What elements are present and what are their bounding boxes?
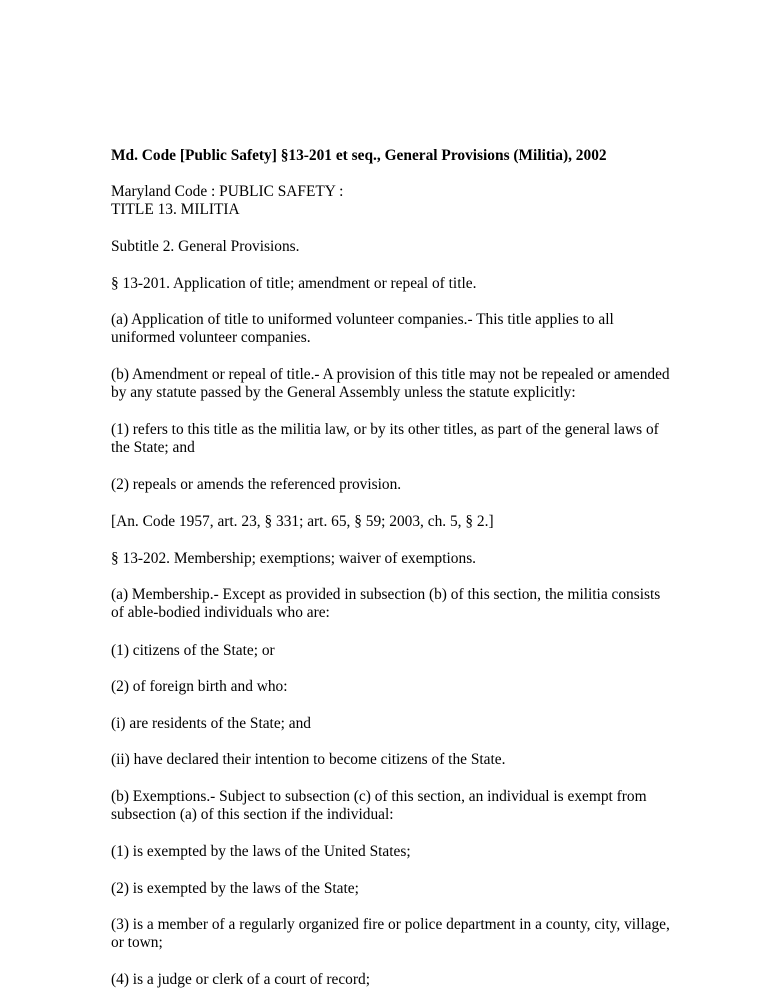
paragraph: (a) Membership.- Except as provided in subsection (b) of this section, the militia consists of able-bodied individuals who are: <box>111 586 661 621</box>
header-line-title: TITLE 13. MILITIA <box>111 201 240 218</box>
paragraph: (b) Amendment or repeal of title.- A provision of this title may not be repealed or amended by any statute passed by the General Assembly unless the statute explicitly: <box>111 366 670 401</box>
paragraph: (1) citizens of the State; or <box>111 642 275 659</box>
paragraph: (4) is a judge or clerk of a court of record; <box>111 971 370 988</box>
paragraph: (i) are residents of the State; and <box>111 715 312 732</box>
paragraph: (a) Application of title to uniformed volunteer companies.- This title applies to all uniformed volunteer companies. <box>111 311 614 346</box>
citation: [An. Code 1957, art. 23, § 331; art. 65, § 59; 2003, ch. 5, § 2.] <box>111 513 494 530</box>
section-heading: § 13-202. Membership; exemptions; waiver of exemptions. <box>111 550 477 567</box>
paragraph: (b) Exemptions.- Subject to subsection (c) of this section, an individual is exempt from subsection (a) of this section if the individual: <box>111 788 647 823</box>
paragraph: (2) repeals or amends the referenced provision. <box>111 476 402 493</box>
paragraph: (1) refers to this title as the militia law, or by its other titles, as part of the general laws of the State; and <box>111 421 659 456</box>
subtitle: Subtitle 2. General Provisions. <box>111 238 300 255</box>
header-line-code: Maryland Code : PUBLIC SAFETY : <box>111 183 344 200</box>
paragraph: (3) is a member of a regularly organized fire or police department in a county, city, village, or town; <box>111 916 670 951</box>
paragraph: (2) of foreign birth and who: <box>111 678 288 695</box>
paragraph: (2) is exempted by the laws of the State; <box>111 880 359 897</box>
document-title: Md. Code [Public Safety] §13-201 et seq., General Provisions (Militia), 2002 <box>111 147 607 164</box>
paragraph: (ii) have declared their intention to become citizens of the State. <box>111 751 506 768</box>
section-heading: § 13-201. Application of title; amendment or repeal of title. <box>111 275 477 292</box>
paragraph: (1) is exempted by the laws of the United States; <box>111 843 411 860</box>
